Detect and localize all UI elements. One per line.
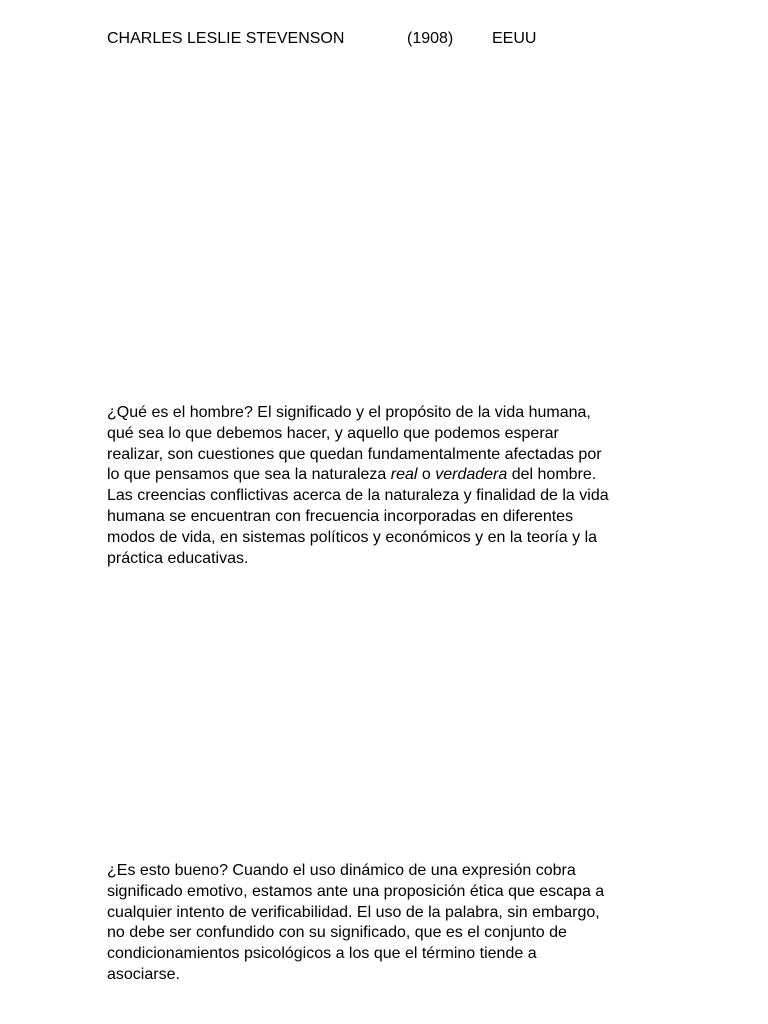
paragraph-line: condicionamientos psicológicos a los que el término tiende a (107, 945, 537, 963)
line-text: del hombre. (507, 466, 597, 484)
paragraph-1 (107, 403, 667, 569)
paragraph-line (107, 465, 667, 486)
line-text: lo que pensamos que sea la naturaleza (107, 466, 391, 484)
italic-term-verdadera: verdadera (435, 466, 508, 484)
paragraph-2 (107, 861, 667, 986)
country: EEUU (492, 30, 537, 47)
italic-term-real: real (390, 466, 418, 484)
line-text: o (417, 466, 436, 484)
birth-year: (1908) (407, 30, 454, 47)
paragraph-line: no debe ser confundido con su significado, que es el conjunto de (107, 924, 567, 942)
paragraph-line: qué sea lo que debemos hacer, y aquello que podemos esperar (107, 424, 559, 442)
paragraph-line: humana se encuentran con frecuencia incorporadas en diferentes (107, 507, 574, 525)
paragraph-line: práctica educativas. (107, 549, 249, 567)
paragraph-line: cualquier intento de verificabilidad. El uso de la palabra, sin embargo, (107, 903, 600, 921)
paragraph-line: realizar, son cuestiones que quedan fundamentalmente afectadas por (107, 445, 602, 463)
paragraph-line: significado emotivo, estamos ante una proposición ética que escapa a (107, 882, 605, 900)
paragraph-line: ¿Qué es el hombre? El significado y el propósito de la vida humana, (107, 404, 591, 421)
paragraph-line: Las creencias conflictivas acerca de la naturaleza y finalidad de la vida (107, 487, 609, 505)
document-header (107, 29, 536, 49)
paragraph-line: asociarse. (107, 965, 180, 983)
paragraph-line: ¿Es esto bueno? Cuando el uso dinámico de una expresión cobra (107, 862, 576, 879)
author-name: CHARLES LESLIE STEVENSON (107, 30, 345, 47)
paragraph-line: modos de vida, en sistemas políticos y económicos y en la teoría y la (107, 528, 598, 546)
